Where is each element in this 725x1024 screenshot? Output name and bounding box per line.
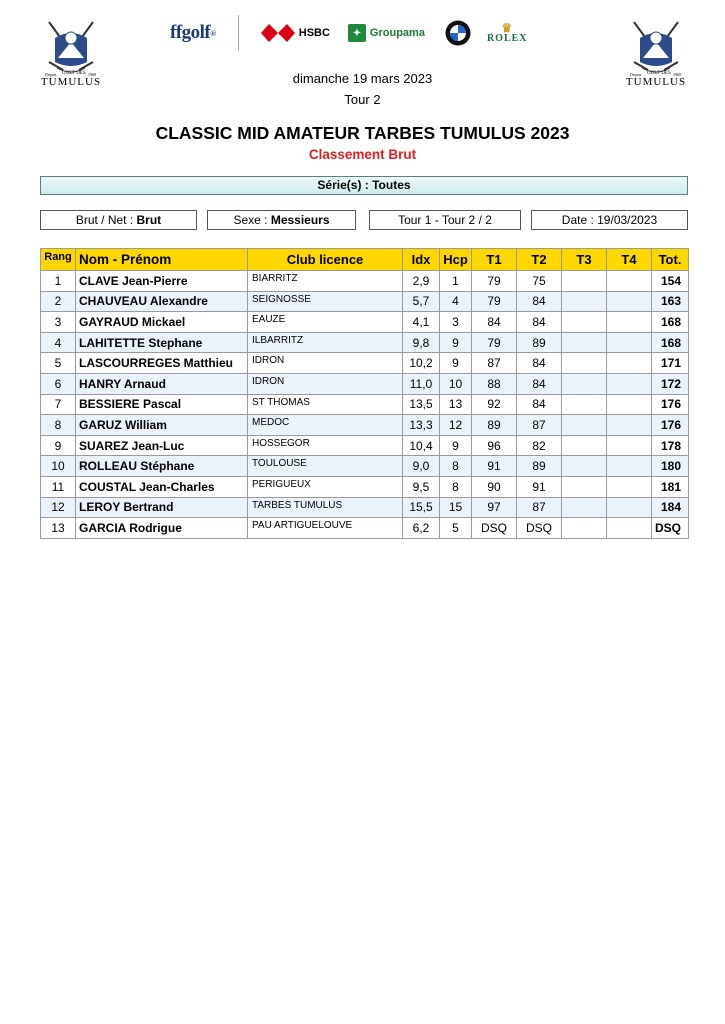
cell-nom: LEROY Bertrand — [76, 497, 248, 518]
cell-tot: 171 — [652, 353, 689, 374]
cell-rang: 8 — [41, 415, 76, 436]
sexe-box — [207, 210, 356, 230]
cell-idx: 6,2 — [403, 518, 440, 539]
cell-t2: DSQ — [517, 518, 562, 539]
cell-t1: 88 — [472, 373, 517, 394]
cell-idx: 9,0 — [403, 456, 440, 477]
col-header-tot: Tot. — [652, 249, 689, 271]
bmw-roundel-icon — [445, 20, 471, 46]
cell-nom: LAHITETTE Stephane — [76, 332, 248, 353]
cell-t1: 96 — [472, 435, 517, 456]
cell-hcp: 9 — [440, 353, 472, 374]
table-row — [41, 497, 689, 518]
bmw-logo — [445, 20, 471, 46]
cell-hcp: 5 — [440, 518, 472, 539]
table-row — [41, 476, 689, 497]
svg-text:Depuis: Depuis — [630, 72, 642, 77]
event-round: Tour 2 — [344, 92, 381, 107]
col-header-nom: Nom - Prénom — [76, 249, 248, 271]
cell-t4 — [607, 415, 652, 436]
cell-rang: 11 — [41, 476, 76, 497]
cell-rang: 10 — [41, 456, 76, 477]
cell-t2: 91 — [517, 476, 562, 497]
cell-hcp: 3 — [440, 312, 472, 333]
brut-net-label: Brut / Net : — [75, 213, 134, 227]
cell-idx: 13,5 — [403, 394, 440, 415]
cell-club: ILBARRITZ — [248, 332, 403, 353]
cell-nom: COUSTAL Jean-Charles — [76, 476, 248, 497]
cell-t4 — [607, 271, 652, 292]
cell-t3 — [562, 291, 607, 312]
cell-tot: 181 — [652, 476, 689, 497]
cell-t3 — [562, 497, 607, 518]
cell-t2: 87 — [517, 497, 562, 518]
table-row — [41, 271, 689, 292]
cell-t2: 89 — [517, 456, 562, 477]
cell-club: MEDOC — [248, 415, 403, 436]
club-logo-name: TUMULUS — [40, 76, 102, 88]
cell-hcp: 1 — [440, 271, 472, 292]
cell-t4 — [607, 291, 652, 312]
club-logo-name: TUMULUS — [625, 76, 687, 88]
table-row — [41, 291, 689, 312]
cell-t3 — [562, 456, 607, 477]
cell-nom: GARCIA Rodrigue — [76, 518, 248, 539]
cell-club: IDRON — [248, 353, 403, 374]
cell-t2: 84 — [517, 353, 562, 374]
cell-club: IDRON — [248, 373, 403, 394]
col-header-idx: Idx — [403, 249, 440, 271]
cell-tot: 163 — [652, 291, 689, 312]
cell-tot: DSQ — [652, 518, 689, 539]
cell-idx: 5,7 — [403, 291, 440, 312]
cell-t1: 89 — [472, 415, 517, 436]
cell-hcp: 12 — [440, 415, 472, 436]
cell-nom: CLAVE Jean-Pierre — [76, 271, 248, 292]
cell-idx: 13,3 — [403, 415, 440, 436]
sexe-label: Sexe : — [233, 213, 268, 227]
cell-t4 — [607, 312, 652, 333]
cell-hcp: 9 — [440, 435, 472, 456]
cell-t1: 92 — [472, 394, 517, 415]
cell-club: TARBES TUMULUS — [248, 497, 403, 518]
cell-tot: 176 — [652, 415, 689, 436]
brut-net-value: Brut — [136, 213, 162, 227]
cell-t3 — [562, 373, 607, 394]
table-row — [41, 435, 689, 456]
cell-t3 — [562, 435, 607, 456]
col-header-club: Club licence — [248, 249, 403, 271]
cell-t1: DSQ — [472, 518, 517, 539]
cell-nom: SUAREZ Jean-Luc — [76, 435, 248, 456]
cell-idx: 11,0 — [403, 373, 440, 394]
cell-t4 — [607, 518, 652, 539]
cell-t4 — [607, 435, 652, 456]
col-header-t3: T3 — [562, 249, 607, 271]
event-date: dimanche 19 mars 2023 — [292, 71, 433, 86]
cell-nom: BESSIERE Pascal — [76, 394, 248, 415]
cell-t3 — [562, 415, 607, 436]
cell-tot: 154 — [652, 271, 689, 292]
cell-rang: 13 — [41, 518, 76, 539]
cell-t1: 79 — [472, 332, 517, 353]
cell-t3 — [562, 394, 607, 415]
col-header-rang: Rang — [41, 249, 76, 271]
cell-t1: 87 — [472, 353, 517, 374]
cell-tot: 176 — [652, 394, 689, 415]
groupama-logo: ✦ Groupama — [348, 24, 425, 42]
cell-t2: 84 — [517, 312, 562, 333]
cell-t1: 79 — [472, 291, 517, 312]
cell-idx: 4,1 — [403, 312, 440, 333]
cell-rang: 9 — [41, 435, 76, 456]
cell-t3 — [562, 332, 607, 353]
cell-tot: 168 — [652, 312, 689, 333]
groupama-leaf-icon: ✦ — [348, 24, 366, 42]
table-row — [41, 373, 689, 394]
cell-club: TOULOUSE — [248, 456, 403, 477]
sponsor-divider — [238, 15, 239, 51]
cell-t1: 84 — [472, 312, 517, 333]
cell-nom: GARUZ William — [76, 415, 248, 436]
tours-box: Tour 1 - Tour 2 / 2 — [369, 210, 521, 230]
cell-t2: 82 — [517, 435, 562, 456]
cell-tot: 184 — [652, 497, 689, 518]
page-subtitle: Classement Brut — [308, 147, 417, 162]
cell-tot: 172 — [652, 373, 689, 394]
cell-t3 — [562, 353, 607, 374]
cell-club: SEIGNOSSE — [248, 291, 403, 312]
cell-t4 — [607, 332, 652, 353]
cell-t4 — [607, 394, 652, 415]
svg-text:GOLF DES: GOLF DES — [62, 71, 86, 76]
sexe-value: Messieurs — [270, 213, 330, 227]
cell-nom: CHAUVEAU Alexandre — [76, 291, 248, 312]
cell-nom: HANRY Arnaud — [76, 373, 248, 394]
cell-hcp: 15 — [440, 497, 472, 518]
cell-t2: 84 — [517, 291, 562, 312]
cell-t2: 84 — [517, 394, 562, 415]
date-box: Date : 19/03/2023 — [531, 210, 688, 230]
ffgolf-logo: ffgolf ® — [170, 22, 216, 43]
cell-t2: 89 — [517, 332, 562, 353]
cell-idx: 15,5 — [403, 497, 440, 518]
cell-rang: 6 — [41, 373, 76, 394]
cell-hcp: 10 — [440, 373, 472, 394]
cell-hcp: 9 — [440, 332, 472, 353]
cell-rang: 4 — [41, 332, 76, 353]
table-header-row — [41, 249, 689, 271]
svg-text:1968: 1968 — [88, 72, 96, 77]
cell-hcp: 8 — [440, 476, 472, 497]
cell-club: PERIGUEUX — [248, 476, 403, 497]
cell-idx: 10,4 — [403, 435, 440, 456]
results-table — [40, 248, 689, 539]
col-header-t2: T2 — [517, 249, 562, 271]
cell-t1: 90 — [472, 476, 517, 497]
cell-club: ST THOMAS — [248, 394, 403, 415]
table-row — [41, 312, 689, 333]
cell-nom: LASCOURREGES Matthieu — [76, 353, 248, 374]
cell-t1: 79 — [472, 271, 517, 292]
sponsor-strip — [148, 12, 580, 54]
table-row — [41, 353, 689, 374]
hsbc-logo: HSBC — [261, 24, 330, 42]
cell-hcp: 8 — [440, 456, 472, 477]
cell-t4 — [607, 476, 652, 497]
svg-text:GOLF DES: GOLF DES — [647, 71, 671, 76]
cell-idx: 9,8 — [403, 332, 440, 353]
table-row — [41, 518, 689, 539]
page-title: CLASSIC MID AMATEUR TARBES TUMULUS 2023 — [155, 123, 570, 143]
cell-hcp: 13 — [440, 394, 472, 415]
cell-rang: 5 — [41, 353, 76, 374]
cell-idx: 10,2 — [403, 353, 440, 374]
table-row — [41, 332, 689, 353]
col-header-hcp: Hcp — [440, 249, 472, 271]
cell-t4 — [607, 497, 652, 518]
cell-tot: 180 — [652, 456, 689, 477]
cell-idx: 2,9 — [403, 271, 440, 292]
cell-t1: 91 — [472, 456, 517, 477]
cell-t3 — [562, 271, 607, 292]
cell-club: HOSSEGOR — [248, 435, 403, 456]
svg-text:Depuis: Depuis — [45, 72, 57, 77]
cell-t4 — [607, 373, 652, 394]
cell-t3 — [562, 312, 607, 333]
cell-rang: 7 — [41, 394, 76, 415]
hsbc-hexagon-icon — [261, 24, 295, 42]
cell-hcp: 4 — [440, 291, 472, 312]
cell-club: PAU ARTIGUELOUVE — [248, 518, 403, 539]
cell-t3 — [562, 476, 607, 497]
cell-t2: 75 — [517, 271, 562, 292]
table-row — [41, 394, 689, 415]
cell-t2: 87 — [517, 415, 562, 436]
cell-tot: 168 — [652, 332, 689, 353]
cell-rang: 3 — [41, 312, 76, 333]
svg-text:1968: 1968 — [673, 72, 681, 77]
col-header-t4: T4 — [607, 249, 652, 271]
rolex-logo: ♛ ROLEX — [486, 20, 528, 44]
cell-club: EAUZE — [248, 312, 403, 333]
cell-idx: 9,5 — [403, 476, 440, 497]
brut-net-box — [40, 210, 197, 230]
cell-t4 — [607, 353, 652, 374]
cell-t4 — [607, 456, 652, 477]
series-banner: Série(s) : Toutes — [40, 176, 688, 195]
cell-rang: 2 — [41, 291, 76, 312]
cell-club: BIARRITZ — [248, 271, 403, 292]
results-body — [41, 271, 689, 539]
cell-tot: 178 — [652, 435, 689, 456]
crown-icon: ♛ — [501, 20, 514, 35]
table-row — [41, 456, 689, 477]
cell-t2: 84 — [517, 373, 562, 394]
cell-rang: 1 — [41, 271, 76, 292]
cell-t3 — [562, 518, 607, 539]
col-header-t1: T1 — [472, 249, 517, 271]
cell-rang: 12 — [41, 497, 76, 518]
cell-nom: GAYRAUD Mickael — [76, 312, 248, 333]
cell-nom: ROLLEAU Stéphane — [76, 456, 248, 477]
table-row — [41, 415, 689, 436]
cell-t1: 97 — [472, 497, 517, 518]
